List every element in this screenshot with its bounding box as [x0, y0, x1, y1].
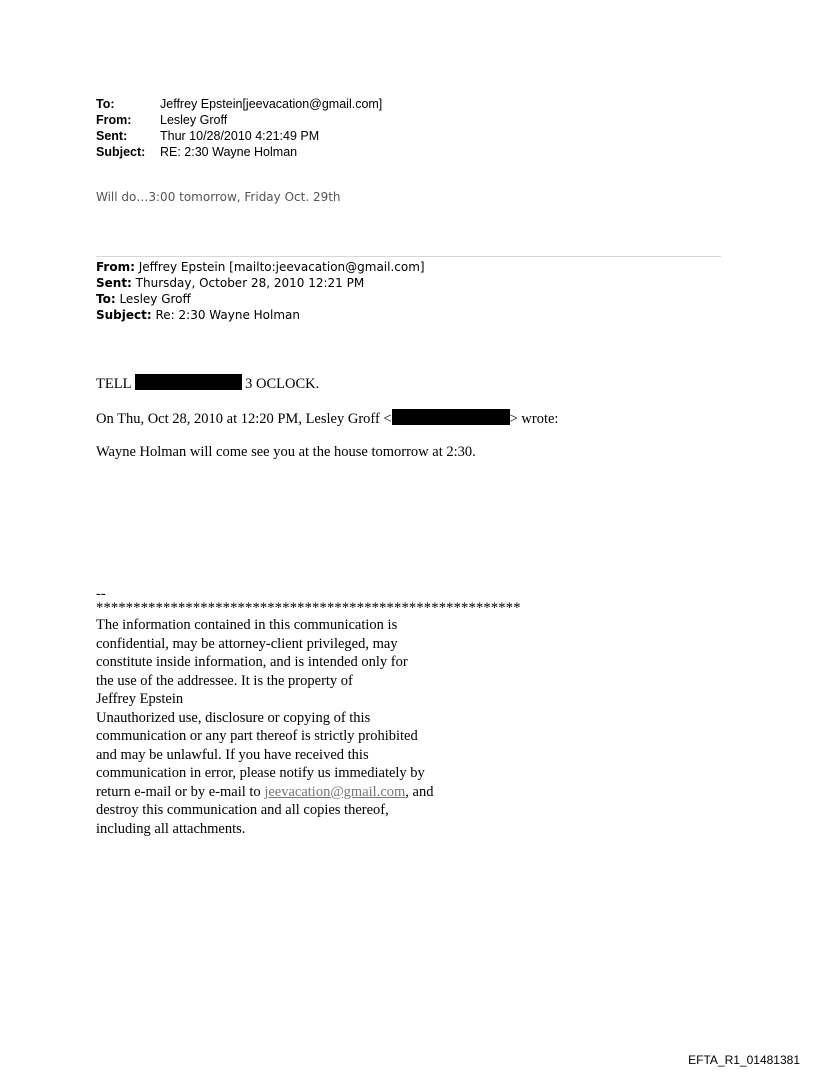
- email-link[interactable]: jeevacation@gmail.com: [264, 783, 406, 800]
- subject-value: RE: 2:30 Wayne Holman: [160, 145, 298, 159]
- sig-stars: *********************************************************: [96, 600, 521, 616]
- subject-label: Subject:: [96, 145, 146, 159]
- quote-prefix: On Thu, Oct 28, 2010 at 12:20 PM, Lesley Groff <: [96, 411, 392, 427]
- orig-from-value: Jeffrey Epstein [mailto:jeevacation@gmail.com]: [134, 260, 425, 274]
- header-sent-row: [96, 128, 382, 144]
- quote-intro-line: [96, 409, 558, 428]
- sig-line: constitute inside information, and is intended only for: [96, 654, 408, 670]
- sig-line: Jeffrey Epstein: [96, 691, 184, 707]
- to-value: Jeffrey Epstein[jeevacation@gmail.com]: [160, 97, 383, 111]
- sig-line: Unauthorized use, disclosure or copying of this: [96, 709, 371, 726]
- orig-to-label: To:: [96, 292, 116, 306]
- tell-suffix: 3 OCLOCK.: [241, 376, 320, 392]
- sig-line: destroy this communication and all copies thereof,: [96, 802, 389, 818]
- orig-to-row: [96, 291, 425, 307]
- confidentiality-signature: [96, 588, 596, 838]
- sig-line: communication or any part thereof is strictly prohibited: [96, 728, 418, 744]
- email-header: [96, 96, 382, 160]
- sig-line: including all attachments.: [96, 820, 246, 837]
- header-subject-row: [96, 144, 382, 160]
- tell-prefix: TELL: [96, 376, 135, 392]
- header-from-row: [96, 112, 382, 128]
- sent-value: Thur 10/28/2010 4:21:49 PM: [160, 129, 320, 143]
- to-label: To:: [96, 97, 115, 111]
- redaction-box: [392, 409, 510, 425]
- original-message-header: [96, 259, 425, 323]
- orig-subject-value: Re: 2:30 Wayne Holman: [151, 308, 301, 322]
- orig-sent-label: Sent:: [96, 276, 132, 290]
- quote-suffix: > wrote:: [509, 411, 559, 427]
- orig-from-label: From:: [96, 260, 135, 274]
- sig-link-line: [96, 783, 596, 802]
- redaction-box: [135, 374, 242, 390]
- orig-subject-row: [96, 307, 425, 323]
- divider: [96, 256, 721, 257]
- orig-from-row: [96, 259, 425, 275]
- from-value: Lesley Groff: [160, 113, 228, 127]
- sig-line: and may be unlawful. If you have received this: [96, 746, 369, 763]
- orig-subject-label: Subject:: [96, 308, 152, 322]
- sig-line: The information contained in this communication is: [96, 617, 398, 633]
- sent-label: Sent:: [96, 129, 128, 143]
- orig-sent-value: Thursday, October 28, 2010 12:21 PM: [131, 276, 365, 290]
- sig-dash: --: [96, 586, 106, 602]
- quoted-message: Wayne Holman will come see you at the house tomorrow at 2:30.: [96, 444, 476, 460]
- sig-line: communication in error, please notify us immediately by: [96, 765, 425, 781]
- document-id: EFTA_R1_01481381: [688, 1053, 800, 1067]
- sig-link-prefix: return e-mail or by e-mail to: [96, 783, 265, 800]
- from-label: From:: [96, 113, 132, 127]
- sig-link-suffix: , and: [405, 783, 434, 800]
- header-to-row: [96, 96, 382, 112]
- orig-to-value: Lesley Groff: [115, 292, 191, 306]
- sig-line: the use of the addressee. It is the property of: [96, 672, 353, 689]
- tell-line: [96, 374, 319, 393]
- sig-line: confidential, may be attorney-client privileged, may: [96, 635, 398, 652]
- reply-text: Will do…3:00 tomorrow, Friday Oct. 29th: [96, 190, 341, 204]
- orig-sent-row: [96, 275, 425, 291]
